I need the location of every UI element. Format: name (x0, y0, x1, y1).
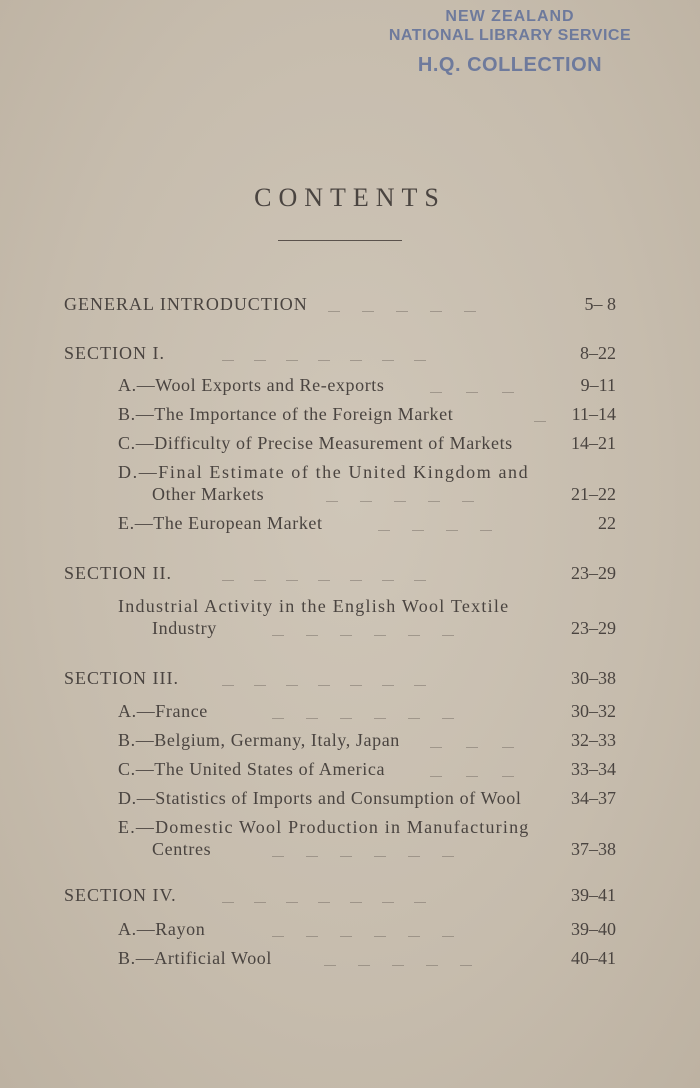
entry-pages: 23–29 (571, 563, 616, 583)
entry-pages: 21–22 (571, 484, 616, 504)
leader-dots: ...... ...... ...... ...... ...... ...... (272, 629, 454, 638)
entry-pages: 5– 8 (584, 294, 616, 314)
stamp-line-1: NEW ZEALAND (445, 8, 575, 25)
entry-title: C.—The United States of America (118, 759, 386, 779)
stamp-line-2: NATIONAL LIBRARY SERVICE (388, 27, 632, 44)
entry-title: SECTION III. (64, 668, 179, 688)
title-rule (278, 240, 402, 241)
entry-title: GENERAL INTRODUCTION (64, 294, 308, 314)
stamp-line-3: H.Q. COLLECTION (417, 54, 603, 76)
entry-title: A.—Wool Exports and Re-exports (118, 375, 385, 395)
leader-dots: ...... ...... ...... ...... ...... ...... (272, 712, 454, 721)
entry-title: E.—The European Market (118, 513, 323, 533)
entry-pages: 40–41 (571, 948, 616, 968)
leader-dots: ...... ...... ...... (430, 386, 514, 395)
entry-title: A.—Rayon (118, 919, 206, 939)
entry-title: A.—France (118, 701, 208, 721)
entry-pages: 23–29 (571, 618, 616, 638)
leader-dots: ...... ...... ...... ...... ...... ...... ...... (222, 679, 426, 688)
entry-title-continued: Industry (152, 618, 217, 638)
entry-title: SECTION I. (64, 343, 165, 363)
entry-title: Industrial Activity in the English Wool Textile (118, 596, 510, 616)
entry-pages: 39–40 (571, 919, 616, 939)
leader-dots: ...... ...... ...... ...... ...... ...... ...... (222, 896, 426, 905)
entry-title: B.—The Importance of the Foreign Market (118, 404, 454, 424)
entry-title: B.—Artificial Wool (118, 948, 273, 968)
leader-dots: ...... ...... ...... (430, 741, 514, 750)
toc-entry-industrial-activity (0, 595, 700, 641)
entry-pages: 11–14 (571, 404, 616, 424)
entry-pages: 30–32 (571, 701, 616, 721)
leader-dots: ...... ...... ...... ...... ...... (328, 305, 476, 314)
library-stamp (360, 8, 660, 78)
leader-dots: ...... ...... ...... ...... (378, 524, 492, 533)
entry-pages: 22 (598, 513, 616, 533)
entry-pages: 14–21 (571, 433, 616, 453)
page-title: CONTENTS (254, 183, 446, 212)
leader-dots: ...... ...... ...... ...... ...... ...... ...... (222, 354, 426, 363)
entry-pages: 8–22 (580, 343, 616, 363)
leader-dots: ...... ...... ...... ...... ...... ...... (272, 850, 454, 859)
entry-pages: 37–38 (571, 839, 616, 859)
leader-dots: ...... ...... ...... ...... ...... ...... ...... (222, 574, 426, 583)
entry-title: D.—Final Estimate of the United Kingdom and (118, 462, 530, 482)
entry-pages: 32–33 (571, 730, 616, 750)
leader-dots: ...... ...... ...... ...... ...... (326, 495, 474, 504)
entry-pages: 9–11 (580, 375, 616, 395)
entry-pages: 30–38 (571, 668, 616, 688)
entry-pages: 33–34 (571, 759, 616, 779)
entry-title: C.—Difficulty of Precise Measurement of Markets (118, 433, 513, 453)
entry-title: E.—Domestic Wool Production in Manufacturing (118, 817, 530, 837)
leader-dots: ...... ...... ...... ...... ...... ...... (272, 930, 454, 939)
toc-entry-final-estimate (0, 461, 700, 507)
entry-title: SECTION II. (64, 563, 172, 583)
entry-pages: 39–41 (571, 885, 616, 905)
entry-pages: 34–37 (571, 788, 616, 808)
leader-dots: ...... (534, 415, 546, 424)
entry-title-continued: Other Markets (152, 484, 265, 504)
entry-title-continued: Centres (152, 839, 212, 859)
entry-title: SECTION IV. (64, 885, 177, 905)
entry-title: B.—Belgium, Germany, Italy, Japan (118, 730, 400, 750)
leader-dots: ...... ...... ...... ...... ...... (324, 959, 472, 968)
toc-entry-domestic-wool (0, 816, 700, 862)
entry-title: D.—Statistics of Imports and Consumption of Wool (118, 788, 522, 808)
leader-dots: ...... ...... ...... (430, 770, 514, 779)
